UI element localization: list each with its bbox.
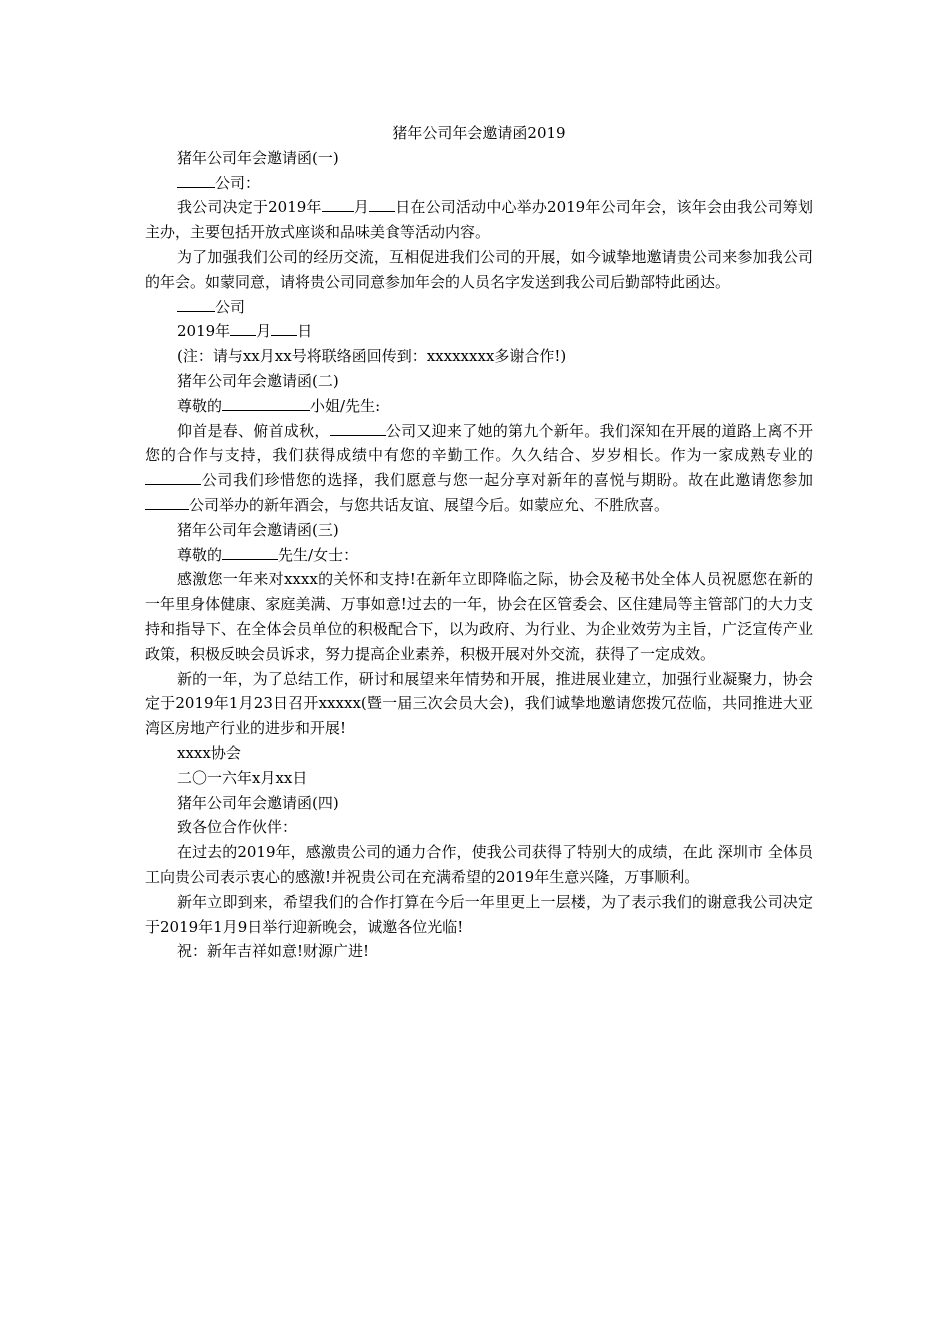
- letter1-paragraph-1: [145, 195, 813, 245]
- text-segment: 2019年: [177, 322, 231, 341]
- letter2-salutation: [145, 394, 813, 419]
- letter1-paragraph-2: 为了加强我们公司的经历交流，互相促进我们公司的开展，如今诚挚地邀请贵公司来参加我公司的年会。如蒙同意，请将贵公司同意参加年会的人员名字发送到我公司后勤部特此函达。: [145, 247, 813, 291]
- document-page: [145, 121, 813, 964]
- text-segment: 公司举办的新年酒会，与您共话友谊、展望今后。如蒙应允、不胜欣喜。: [189, 495, 670, 514]
- letter3-signature: xxxx协会: [177, 743, 241, 762]
- letter1-signature: [145, 295, 813, 320]
- text-segment: 公司我们珍惜您的选择，我们愿意与您一起分享对新年的喜悦与期盼。故在此邀请您参加: [201, 471, 813, 490]
- blank-line: [322, 195, 354, 212]
- blank-line: [369, 195, 395, 212]
- letter4-paragraph-2: 新年立即到来，希望我们的合作打算在今后一年里更上一层楼，为了表示我们的谢意我公司决定于2019年1月9日举行迎新晚会，诚邀各位光临!: [145, 892, 813, 936]
- salutation-text: 公司：: [215, 173, 261, 192]
- text-segment: 仰首是春、俯首成秋，: [177, 421, 330, 440]
- text-segment: 月: [353, 198, 370, 217]
- document-title: 猪年公司年会邀请函2019: [392, 124, 566, 142]
- letter4-closing: 祝：新年吉祥如意!财源广进!: [177, 942, 370, 961]
- text-segment: 公司又迎来了她的第九个新年。我们深知在开展的道路上离不开您的合作与支持，我们获得成绩中有您的辛勤工作。久久结合、岁岁相长。作为一家成熟专业的: [145, 421, 813, 465]
- letter1-heading: 猪年公司年会邀请函(一): [177, 148, 339, 167]
- blank-line: [177, 295, 215, 312]
- blank-line: [145, 468, 201, 485]
- text-segment: 日: [297, 322, 313, 341]
- letter1-note: (注：请与xx月xx号将联络函回传到：xxxxxxxx多谢合作!): [177, 347, 567, 366]
- blank-line: [230, 319, 256, 336]
- blank-line: [330, 419, 386, 436]
- letter2-paragraph-1: [145, 419, 813, 518]
- text-segment: 我公司决定于2019年: [177, 198, 322, 217]
- blank-line: [222, 543, 278, 560]
- letter3-paragraph-2: 新的一年，为了总结工作，研讨和展望来年情势和开展，推进展业建立，加强行业凝聚力，协会定于2019年1月23日召开xxxxx(暨一届三次会员大会)，我们诚挚地邀请您拨冗莅临，共同推进大亚湾区房地产行业的进步和开展!: [145, 669, 813, 738]
- blank-line: [271, 319, 297, 336]
- blank-line: [145, 493, 189, 510]
- letter4-heading: 猪年公司年会邀请函(四): [177, 793, 339, 812]
- letter1-salutation: [145, 171, 813, 196]
- text-segment: 尊敬的: [177, 396, 223, 415]
- text-segment: 尊敬的: [177, 545, 223, 564]
- letter3-salutation: [145, 543, 813, 568]
- letter1-date: [145, 319, 813, 344]
- text-segment: 日在公司活动中心举办2019年公司年会，该年会由我公司筹划主办，主要包括开放式座谈和品味美食等活动内容。: [145, 198, 813, 242]
- letter3-paragraph-1: 感激您一年来对xxxx的关怀和支持!在新年立即降临之际，协会及秘书处全体人员祝愿您在新的一年里身体健康、家庭美满、万事如意!过去的一年，协会在区管委会、区住建局等主管部门的大力支持和指导下、在全体会员单位的积极配合下，以为政府、为行业、为企业效劳为主旨，广泛宣传产业政策，积极反映会员诉求，努力提高企业素养，积极开展对外交流，获得了一定成效。: [145, 570, 813, 663]
- text-segment: 先生/女士：: [278, 545, 359, 564]
- letter4-salutation: 致各位合作伙伴：: [177, 818, 298, 837]
- text-segment: 小姐/先生:: [310, 396, 381, 415]
- letter4-paragraph-1: 在过去的2019年，感激贵公司的通力合作，使我公司获得了特别大的成绩，在此 深圳市 全体员工向贵公司表示衷心的感激!并祝贵公司在充满希望的2019年生意兴隆，万事顺利。: [145, 843, 813, 886]
- blank-line: [177, 171, 215, 188]
- blank-line: [222, 394, 310, 411]
- text-segment: 月: [256, 322, 272, 341]
- letter3-heading: 猪年公司年会邀请函(三): [177, 520, 339, 539]
- letter2-heading: 猪年公司年会邀请函(二): [177, 371, 339, 390]
- letter3-date: 二〇一六年x月xx日: [177, 768, 308, 787]
- signature-text: 公司: [215, 297, 246, 316]
